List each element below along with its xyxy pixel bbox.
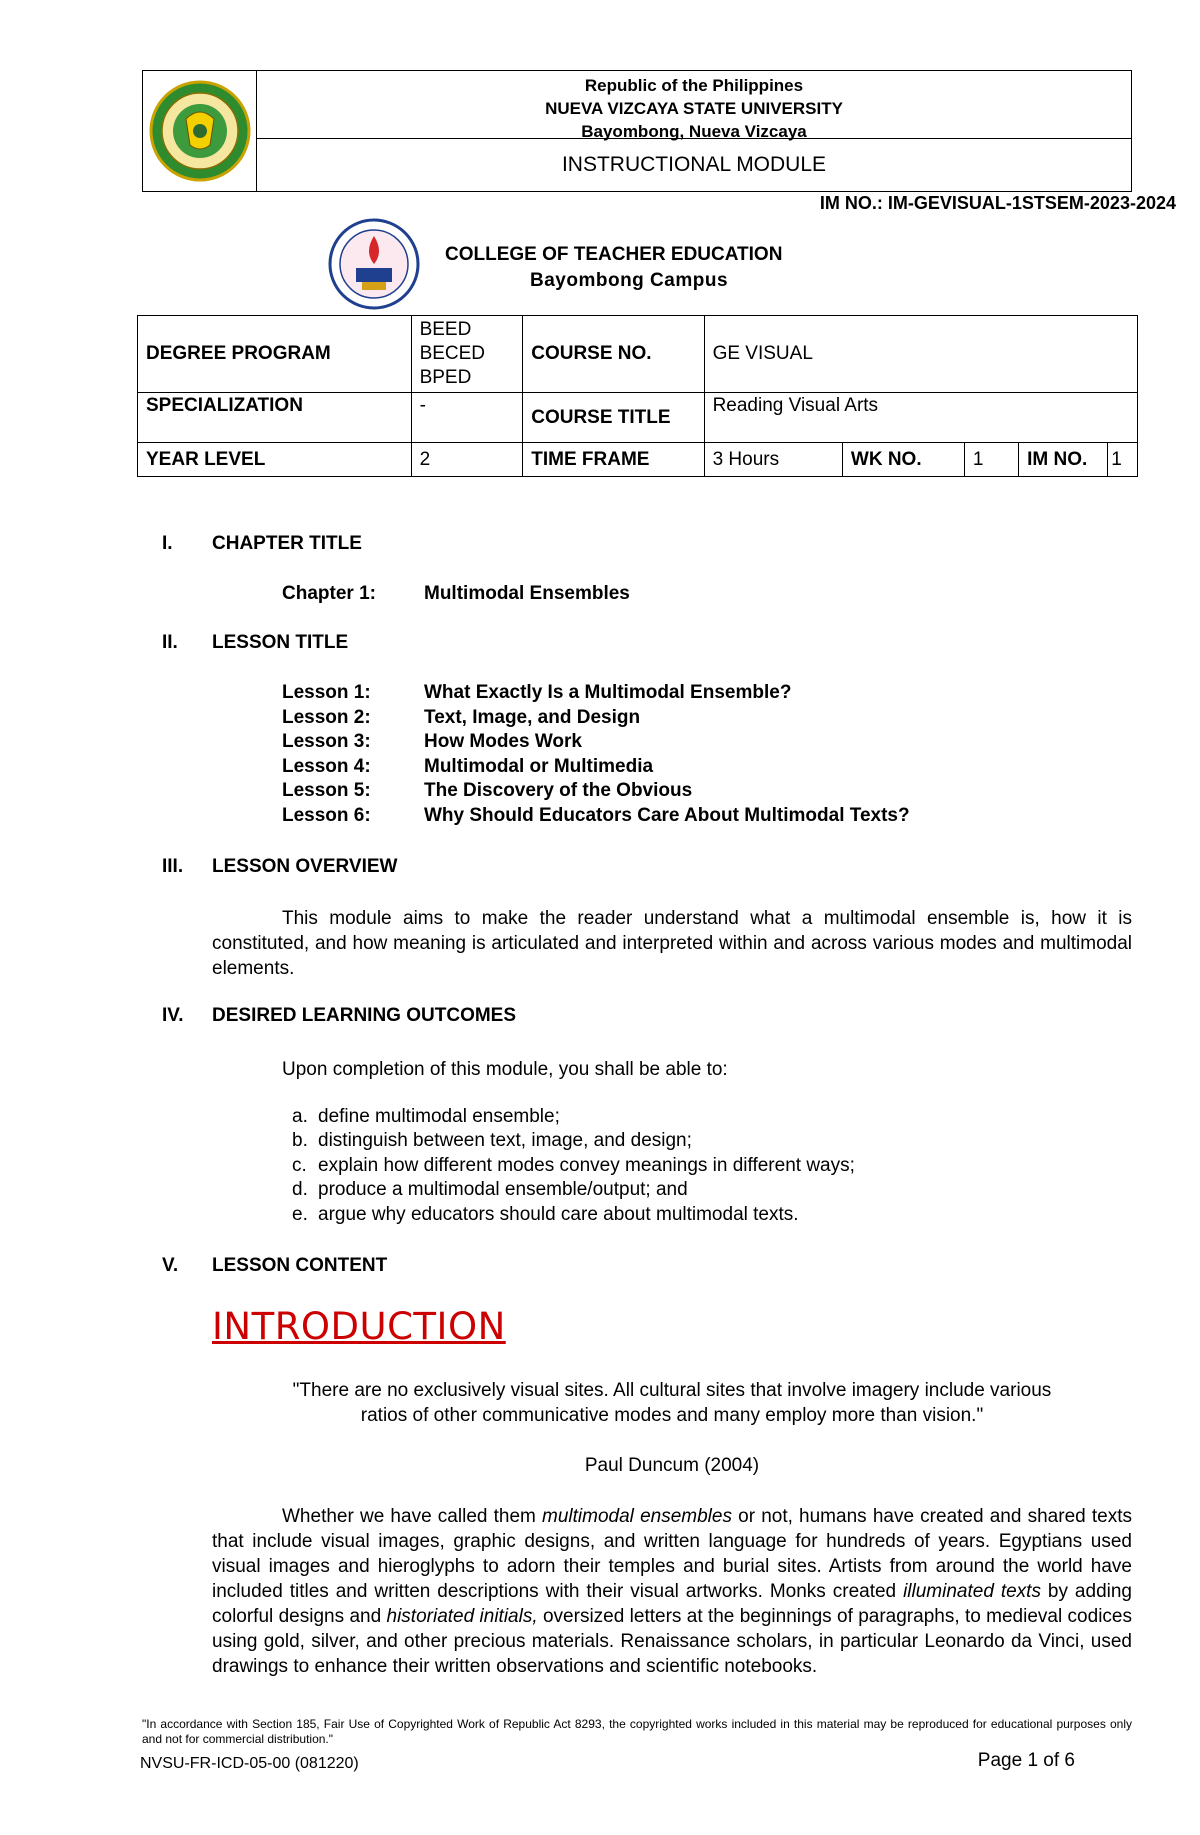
table-row: [138, 393, 1138, 443]
body-text: Whether we have called them: [282, 1506, 543, 1527]
section-number: IV.: [162, 1005, 184, 1026]
body-text: or not, humans have created and shared texts that include visual images, graphic designs, and written language for hundreds of years. Egyptians used visual images and hieroglyphs to adorn their temples and burial sites. Artists from around the world have included titles and written descriptions with their visual artworks. Monks created: [212, 1506, 1132, 1602]
lesson-label: Lesson 3:: [282, 731, 371, 752]
wk-no-value: 1: [964, 443, 1018, 477]
lesson-title: How Modes Work: [424, 731, 582, 752]
section-heading: LESSON TITLE: [212, 632, 349, 653]
college-heading: [445, 242, 782, 294]
wk-no-label: WK NO.: [842, 443, 964, 477]
list-item: [292, 1106, 560, 1128]
lesson-item: [282, 805, 1082, 827]
list-text: distinguish between text, image, and design;: [318, 1130, 692, 1151]
lesson-label: Lesson 2:: [282, 707, 371, 728]
list-item: [292, 1155, 855, 1177]
im-no-value: 1: [1108, 443, 1138, 477]
section-number: II.: [162, 632, 178, 653]
lesson-label: Lesson 6:: [282, 805, 371, 826]
table-row: [138, 316, 1138, 393]
college-seal-icon: [328, 218, 420, 310]
specialization-label: SPECIALIZATION: [138, 393, 412, 443]
course-title-label: COURSE TITLE: [523, 393, 704, 443]
list-text: produce a multimodal ensemble/output; and: [318, 1179, 688, 1200]
section-number: V.: [162, 1255, 179, 1276]
list-marker: b.: [292, 1130, 308, 1151]
course-title-value: Reading Visual Arts: [704, 393, 1137, 443]
list-marker: d.: [292, 1179, 308, 1200]
lesson-item: [282, 731, 1082, 753]
section-number: I.: [162, 533, 173, 554]
document-header: [142, 70, 1132, 192]
list-item: [292, 1130, 692, 1152]
year-level-label: YEAR LEVEL: [138, 443, 412, 477]
lesson-title: What Exactly Is a Multimodal Ensemble?: [424, 682, 792, 703]
list-text: explain how different modes convey meanings in different ways;: [318, 1155, 855, 1176]
section-number: III.: [162, 856, 184, 877]
chapter-row: [282, 583, 1082, 605]
list-marker: c.: [292, 1155, 307, 1176]
republic-line: Republic of the Philippines: [584, 76, 804, 95]
year-level-value: 2: [411, 443, 523, 477]
university-location: Bayombong, Nueva Vizcaya: [581, 122, 807, 141]
im-no-label: IM NO.: [1019, 443, 1108, 477]
chapter-label: Chapter 1:: [282, 583, 376, 604]
university-name: NUEVA VIZCAYA STATE UNIVERSITY: [545, 99, 843, 118]
overview-paragraph: This module aims to make the reader understand what a multimodal ensemble is, how it is constituted, and how meaning is articulated and interpreted within and across various modes and multimodal elements.: [212, 908, 1132, 979]
chapter-title: Multimodal Ensembles: [424, 583, 630, 604]
lesson-label: Lesson 5:: [282, 780, 371, 801]
quote-author: Paul Duncum (2004): [584, 1455, 760, 1476]
university-heading: [257, 71, 1131, 139]
college-name: COLLEGE OF TEACHER EDUCATION: [445, 244, 783, 265]
lesson-item: [282, 780, 1082, 802]
time-frame-value: 3 Hours: [704, 443, 842, 477]
list-marker: a.: [292, 1106, 308, 1127]
lesson-title: Multimodal or Multimedia: [424, 756, 654, 777]
body-paragraph: [212, 1504, 1132, 1679]
im-number: IM NO.: IM-GEVISUAL-1STSEM-2023-2024: [819, 193, 1176, 213]
module-title: INSTRUCTIONAL MODULE: [561, 153, 827, 176]
time-frame-label: TIME FRAME: [523, 443, 704, 477]
lesson-item: [282, 682, 1082, 704]
section-heading: DESIRED LEARNING OUTCOMES: [212, 1005, 517, 1026]
college-campus: Bayombong Campus: [530, 270, 729, 291]
lesson-title: Text, Image, and Design: [424, 707, 641, 728]
body-emphasis: historiated initials,: [386, 1606, 538, 1627]
list-text: argue why educators should care about multimodal texts.: [318, 1204, 799, 1225]
form-code: NVSU-FR-ICD-05-00 (081220): [140, 1755, 359, 1772]
lesson-item: [282, 756, 1082, 778]
list-marker: e.: [292, 1204, 308, 1225]
list-item: [292, 1179, 688, 1201]
table-row: [138, 443, 1138, 477]
degree-program-label: DEGREE PROGRAM: [138, 316, 412, 393]
university-seal-icon: [148, 79, 252, 183]
course-no-value: GE VISUAL: [704, 316, 1137, 393]
page-number: Page 1 of 6: [977, 1750, 1075, 1771]
course-no-label: COURSE NO.: [523, 316, 704, 393]
degree-program-value: BEED BECED BPED: [411, 316, 523, 393]
body-text: by adding colorful designs and: [212, 1581, 1132, 1627]
lesson-title: The Discovery of the Obvious: [424, 780, 693, 801]
specialization-value: -: [411, 393, 523, 443]
section-heading: LESSON OVERVIEW: [212, 856, 398, 877]
outcomes-intro: Upon completion of this module, you shall be able to:: [282, 1059, 728, 1080]
section-heading: LESSON CONTENT: [212, 1255, 388, 1276]
body-text: oversized letters at the beginnings of paragraphs, to medieval codices using gold, silver, and other precious materials. Renaissance scholars, in particular Leonardo da Vinci, used drawings to enhance their written observations and scientific notebooks.: [212, 1606, 1132, 1677]
body-emphasis: multimodal ensembles: [542, 1506, 732, 1527]
quote-line: "There are no exclusively visual sites. All cultural sites that involve imagery include various: [292, 1380, 1052, 1401]
university-logo-cell: [143, 71, 257, 191]
list-text: define multimodal ensemble;: [318, 1106, 560, 1127]
copyright-notice: "In accordance with Section 185, Fair Use of Copyrighted Work of Republic Act 8293, the copyrighted works included in this material may be reproduced for educational purposes only and not for commercial distribution.": [142, 1717, 1132, 1746]
list-item: [292, 1204, 799, 1226]
lesson-item: [282, 707, 1082, 729]
lesson-label: Lesson 4:: [282, 756, 371, 777]
introduction-heading: INTRODUCTION: [212, 1305, 506, 1348]
section-heading: CHAPTER TITLE: [212, 533, 362, 554]
body-emphasis: illuminated texts: [903, 1581, 1041, 1602]
quote-line: ratios of other communicative modes and many employ more than vision.": [360, 1405, 984, 1426]
lesson-label: Lesson 1:: [282, 682, 371, 703]
course-info-table: [137, 315, 1138, 477]
lesson-title: Why Should Educators Care About Multimodal Texts?: [424, 805, 910, 826]
